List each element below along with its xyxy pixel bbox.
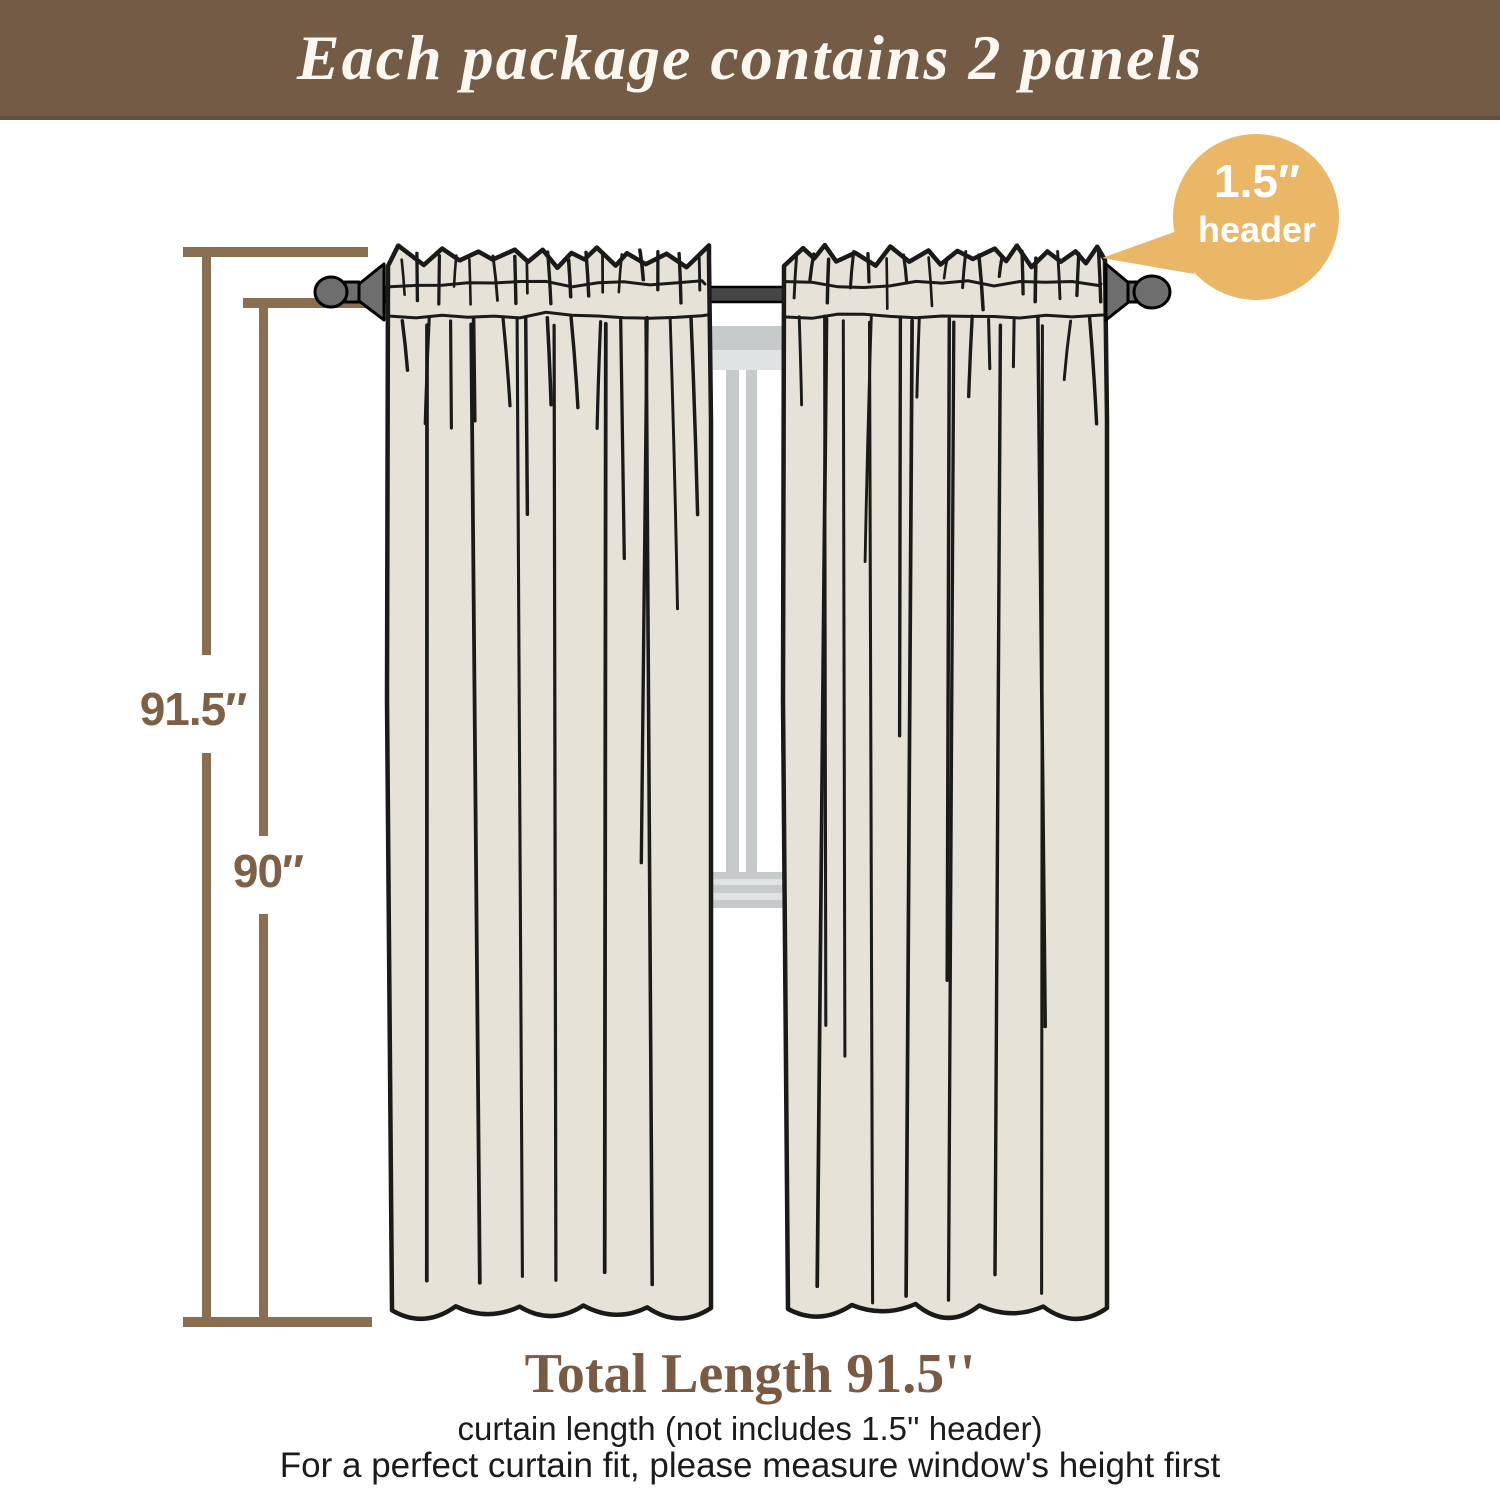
curtain-gather-line [1099, 252, 1101, 302]
curtain-fold-line [1013, 320, 1014, 367]
curtain-gather-line [1022, 251, 1023, 293]
dimension-lines [183, 247, 377, 1327]
dim-bottom-tick [183, 1317, 372, 1327]
dim-total-line-lower [202, 753, 211, 1320]
curtain-gather-line [527, 260, 528, 293]
curtain-gather-line [1035, 258, 1036, 301]
curtain-fold-line [1042, 326, 1043, 1294]
total-height-label: 91.5″ [139, 683, 247, 735]
curtain-fold-line [947, 319, 949, 980]
curtain-fold-line [900, 319, 901, 736]
callout-header-size: 1.5″ [1214, 155, 1300, 207]
dim-total-line-upper [202, 247, 211, 655]
finial-knob [1134, 276, 1170, 308]
finial-trumpet [1106, 264, 1130, 320]
curtain-gather-line [439, 256, 440, 304]
curtain-fold-line [451, 321, 452, 428]
footer-title: Total Length 91.5'' [524, 1343, 976, 1405]
callout-header-word: header [1197, 209, 1317, 250]
curtain-gather-line [417, 253, 418, 300]
curtain-fabric [783, 245, 1107, 1319]
banner-title: Each package contains 2 panels [296, 22, 1204, 93]
curtain-gather-line [827, 259, 828, 303]
curtain-gather-line [569, 260, 571, 297]
curtain-gather-line [887, 258, 888, 308]
footer-note-2: For a perfect curtain fit, please measure window's height first [279, 1446, 1221, 1485]
right-finial-icon [1106, 264, 1170, 320]
curtain-panel-right [783, 245, 1107, 1319]
curtain-fold-line [843, 321, 845, 1056]
curtain-fold-line [989, 319, 990, 368]
curtain-gather-line [699, 258, 700, 290]
finial-trumpet [359, 264, 384, 320]
finial-knob [315, 277, 347, 307]
dim-length-line-upper [259, 298, 268, 836]
window-sash-stile [726, 370, 739, 872]
curtain-fold-line [605, 324, 606, 1272]
curtain-fold-line [554, 325, 556, 1280]
curtain-panel-left [387, 245, 711, 1318]
left-finial-icon [315, 264, 384, 320]
window-sash-stile [746, 370, 757, 872]
dim-length-line-lower [259, 914, 268, 1320]
curtain-gather-line [679, 254, 681, 303]
footer-note-1: curtain length (not includes 1.5'' header) [457, 1410, 1043, 1447]
curtain-length-label: 90″ [232, 845, 304, 897]
curtain-gather-line [868, 254, 869, 282]
curtain-fabric [387, 245, 711, 1318]
curtain-gather-line [515, 257, 516, 304]
curtain-gather-line [469, 259, 470, 304]
curtain-fold-line [526, 317, 528, 514]
callout-label [1168, 154, 1346, 252]
curtain-gather-line [1077, 254, 1079, 296]
